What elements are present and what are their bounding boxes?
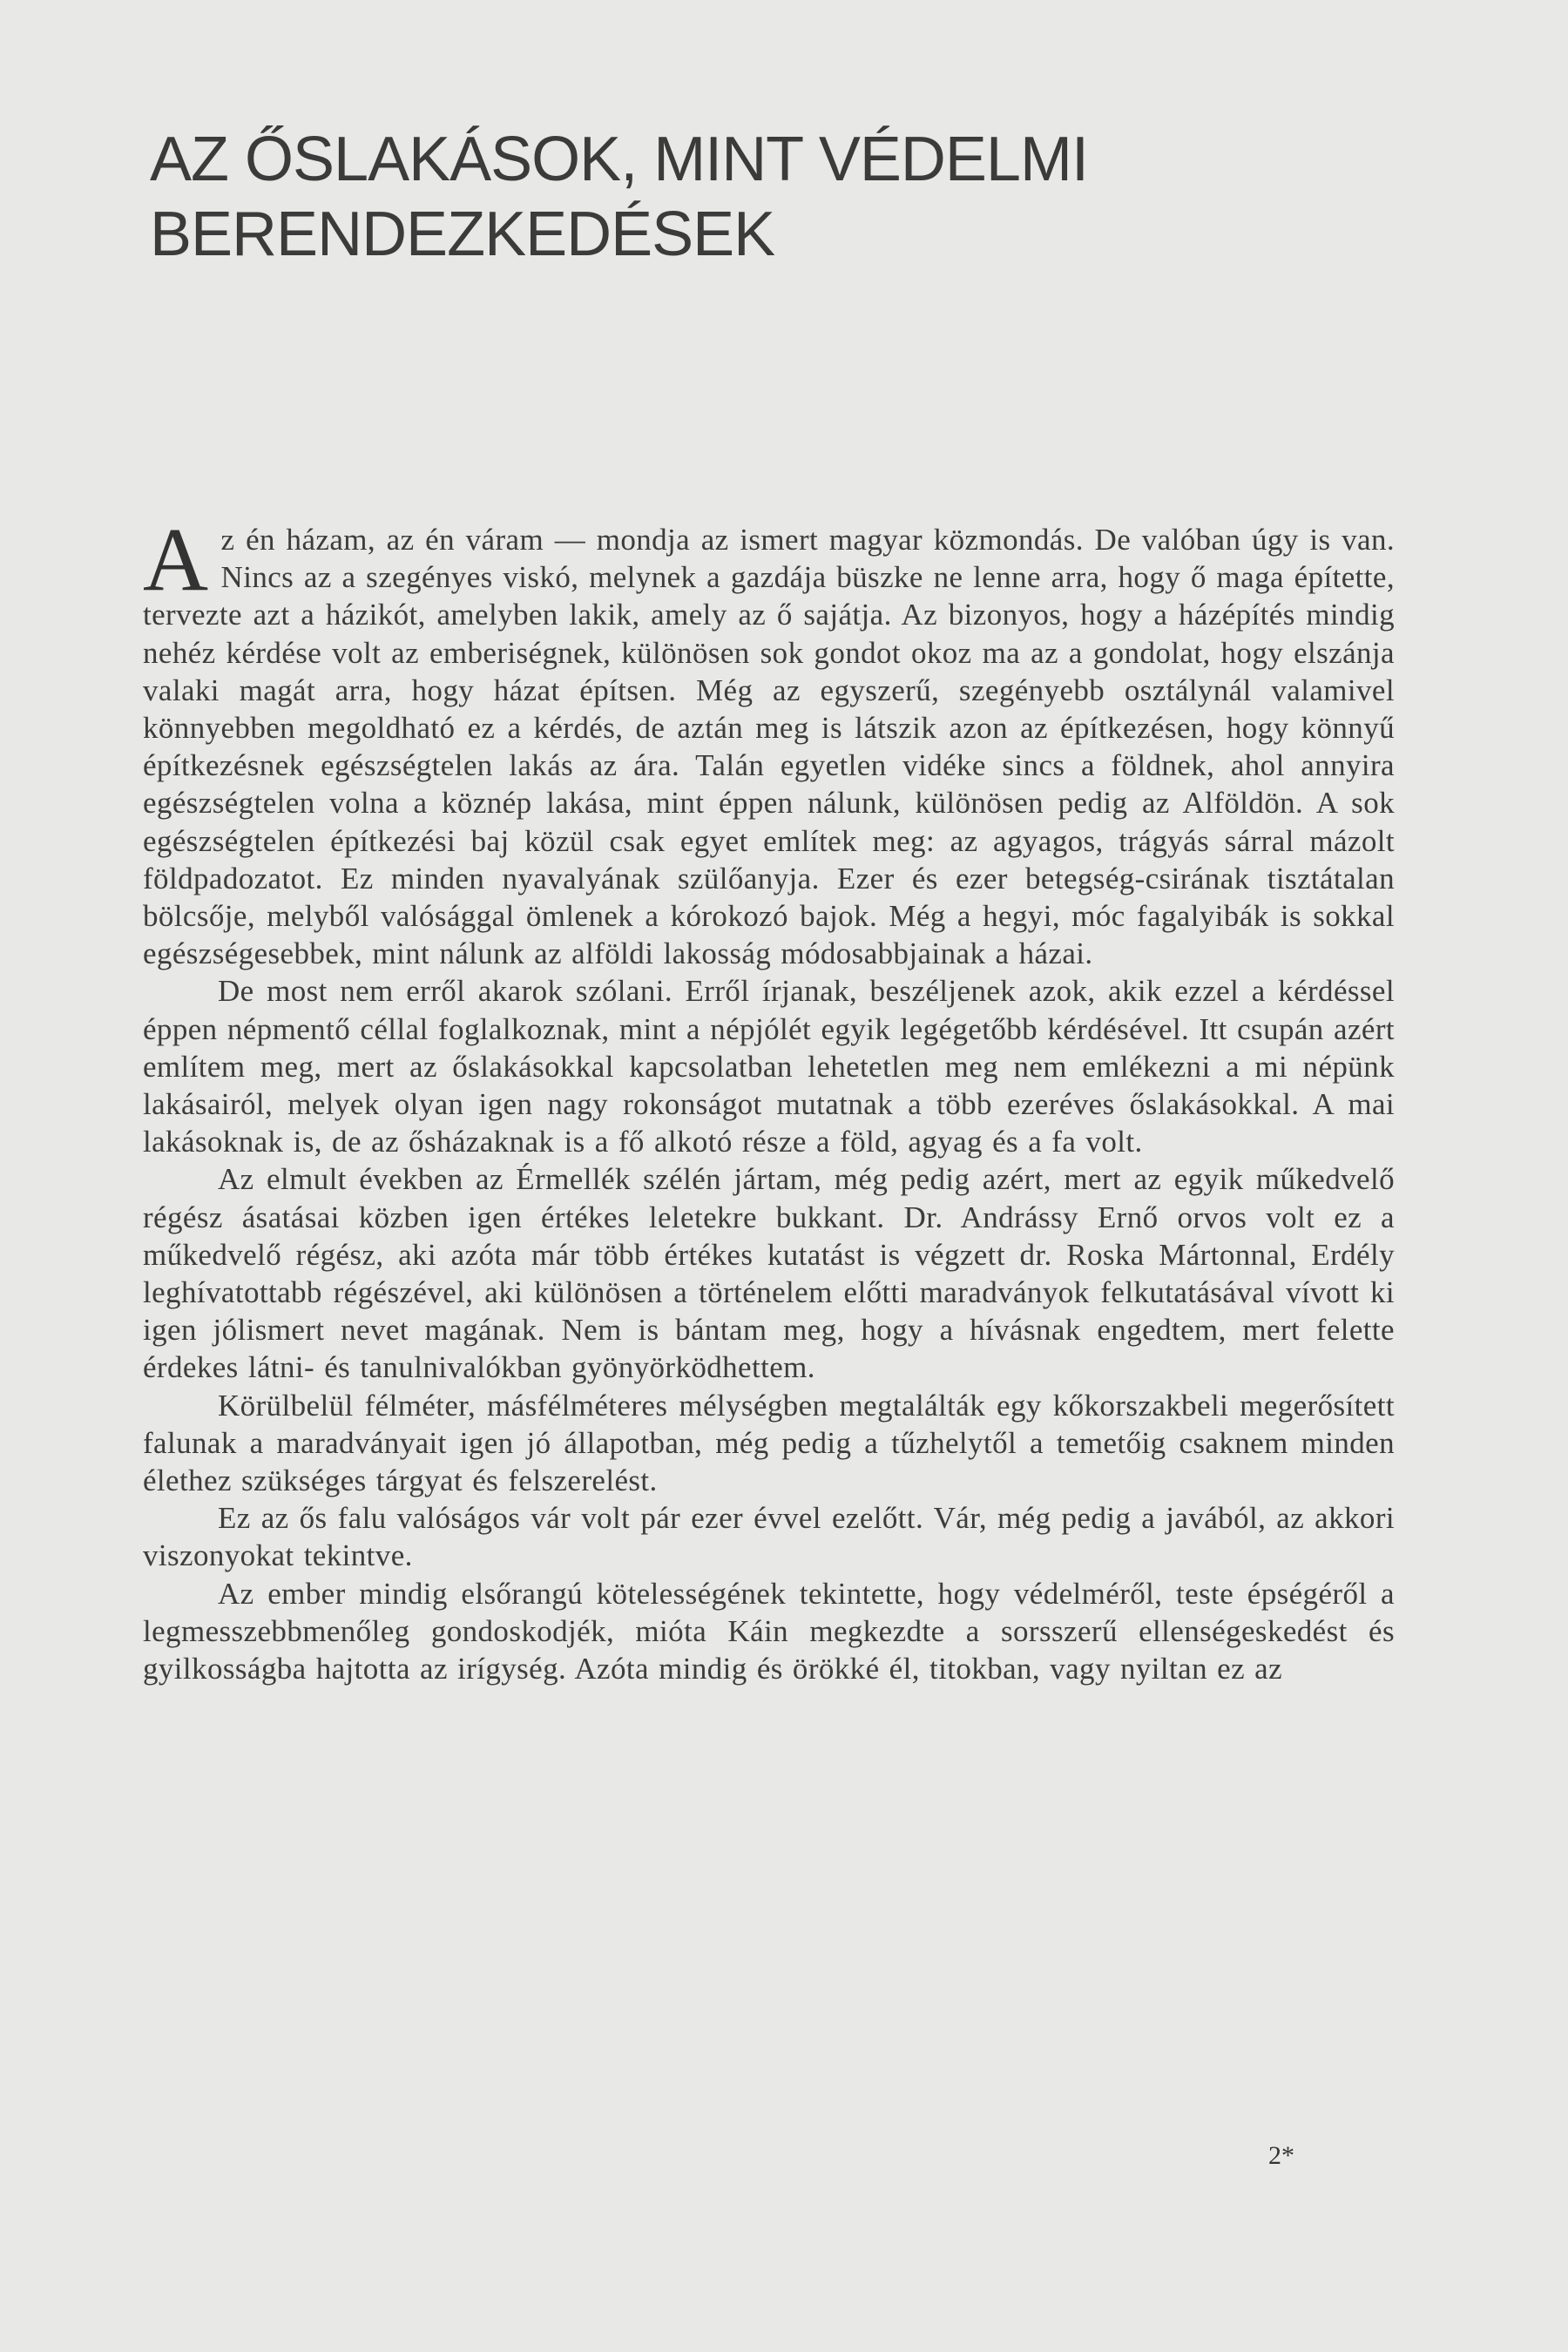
chapter-title-line-2: BERENDEZKEDÉSEK: [150, 199, 775, 269]
paragraph-4: Körülbelül félméter, másfélméteres mélységben megtalálták egy kőkorszakbeli megerősített falunak a maradványait igen jó állapotban, még pedig a tűzhelytől a temetőig csaknem minden élethez szükséges tárgyat és felszerelést.: [143, 1388, 1395, 1498]
paragraph-5: Ez az ős falu valóságos vár volt pár ezer évvel ezelőtt. Vár, még pedig a javából, az akkori viszonyokat tekintve.: [143, 1501, 1395, 1573]
paragraph-1-text: z én házam, az én váram — mondja az ismert magyar közmondás. De valóban úgy is van. Nincs az a szegényes viskó, melynek a gazdája büszke ne lenne arra, hogy ő maga építette, tervezte azt a házikót, amelyben lakik, amely az ő sajátja. Az bizonyos, hogy a házépítés mindig nehéz kérdése volt az emberiségnek, különösen sok gondot okoz ma az a gondolat, hogy elszánja valaki magát arra, hogy házat építsen. Még az egyszerű, szegényebb osztálynál valamivel könnyebben megoldható ez a kérdés, de aztán meg is látszik azon az építkezésen, hogy könnyű építkezésnek egészségtelen lakás az ára. Talán egyetlen vidéke sincs a földnek, ahol annyira egészségtelen volna a köznép lakása, mint éppen nálunk, különösen pedig az Alföldön. A sok egészségtelen építkezési baj közül csak egyet említek meg: az agyagos, trágyás sárral mázolt földpadozatot. Ez minden nyavalyának szülőanyja. Ezer és ezer betegség-csirának tisztátalan bölcsője, melyből valósággal ömlenek a kórokozó bajok. Még a hegyi, móc fagalyibák is sokkal egészségesebbek, mint nálunk az alföldi lakosság módosabbjainak a házai.: [143, 523, 1395, 971]
paragraph-3: Az elmult években az Érmellék szélén jártam, még pedig azért, mert az egyik műkedvelő régész ásatásai közben igen értékes leletekre bukkant. Dr. Andrássy Ernő orvos volt ez a műkedvelő régész, aki azóta már több értékes kutatást is végzett dr. Roska Mártonnal, Erdély leghívatottabb régészével, aki különösen a történelem előtti maradványok felkutatásával vívott ki igen jólismert nevet magának. Nem is bántam meg, hogy a hívásnak engedtem, mert felette érdekes látni- és tanulnivalókban gyönyörködhettem.: [143, 1162, 1395, 1385]
body-text: [143, 510, 1395, 1687]
chapter-title: [150, 122, 1282, 272]
page-number: 2*: [1268, 2141, 1294, 2170]
paragraph-6: Az ember mindig elsőrangú kötelességének tekintette, hogy védelméről, teste épségéről a legmesszebbmenőleg gondoskodjék, mióta Káin megkezdte a sorsszerű ellenségeskedést és gyilkosságba hajtotta az irígység. Azóta mindig és örökké él, titokban, vagy nyiltan ez az: [143, 1576, 1395, 1686]
chapter-title-line-1: AZ ŐSLAKÁSOK, MINT VÉDELMI: [150, 125, 1088, 194]
paragraph-1: [143, 510, 1395, 972]
drop-cap: A: [143, 510, 209, 610]
paragraph-2: De most nem erről akarok szólani. Erről írjanak, beszéljenek azok, akik ezzel a kérdéssel éppen népmentő céllal foglalkoznak, mint a népjólét egyik legégetőbb kérdésével. Itt csupán azért említem meg, mert az őslakásokkal kapcsolatban lehetetlen meg nem emlékezni a mi népünk lakásairól, melyek olyan igen nagy rokonságot mutatnak a több ezeréves őslakásokkal. A mai lakásoknak is, de az ősházaknak is a fő alkotó része a föld, agyag és a fa volt.: [143, 974, 1395, 1159]
